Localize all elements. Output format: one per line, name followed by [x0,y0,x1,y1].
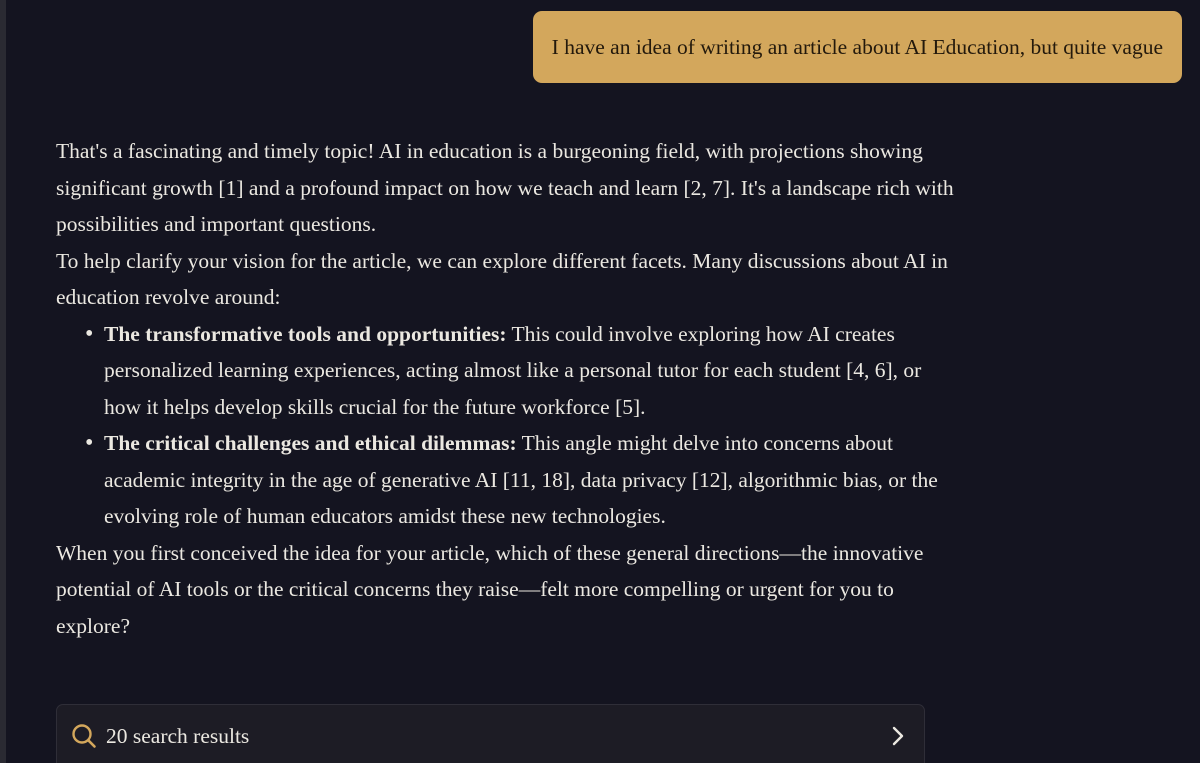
facet-list [56,316,956,535]
search-results-toggle[interactable] [56,704,925,763]
facet-title: The critical challenges and ethical dilemmas: [104,431,517,455]
facet-title: The transformative tools and opportunities: [104,321,507,346]
facet-list-item [56,316,956,426]
facet-list-item [56,425,956,535]
bullet-dot-icon: • [85,320,94,347]
bullet-dot-icon: • [85,430,94,456]
assistant-paragraph-context: To help clarify your vision for the article, we can explore different facets. Many discussions about AI in education revolve around: [56,248,948,309]
search-results-label: 20 search results [106,724,250,748]
assistant-paragraph-question: When you first conceived the idea for your article, which of these general directions—the innovative potential of AI tools or the critical concerns they raise—felt more compelling or urgent for you to explore? [56,540,924,638]
assistant-message [56,133,956,644]
chevron-right-icon[interactable] [890,725,906,747]
user-message-bubble [533,11,1182,83]
facet-text: This could involve exploring how AI creates personalized learning experiences, acting almost like a personal tutor for each student [4, 6], or how it helps develop skills crucial for the future workforce [5]. [104,321,922,419]
user-message-text: I have an idea of writing an article about AI Education, but quite vague [551,34,1163,59]
assistant-paragraph-intro: That's a fascinating and timely topic! AI in education is a burgeoning field, with projections showing significant growth [1] and a profound impact on how we teach and learn [2, 7]. It's a landscape rich with possibilities and important questions. [56,139,954,236]
search-icon [70,722,98,750]
facet-text: This angle might delve into concerns about academic integrity in the age of generative AI [11, 18], data privacy [12], algorithmic bias, or the evolving role of human educators amidst these new technologies. [104,431,938,528]
